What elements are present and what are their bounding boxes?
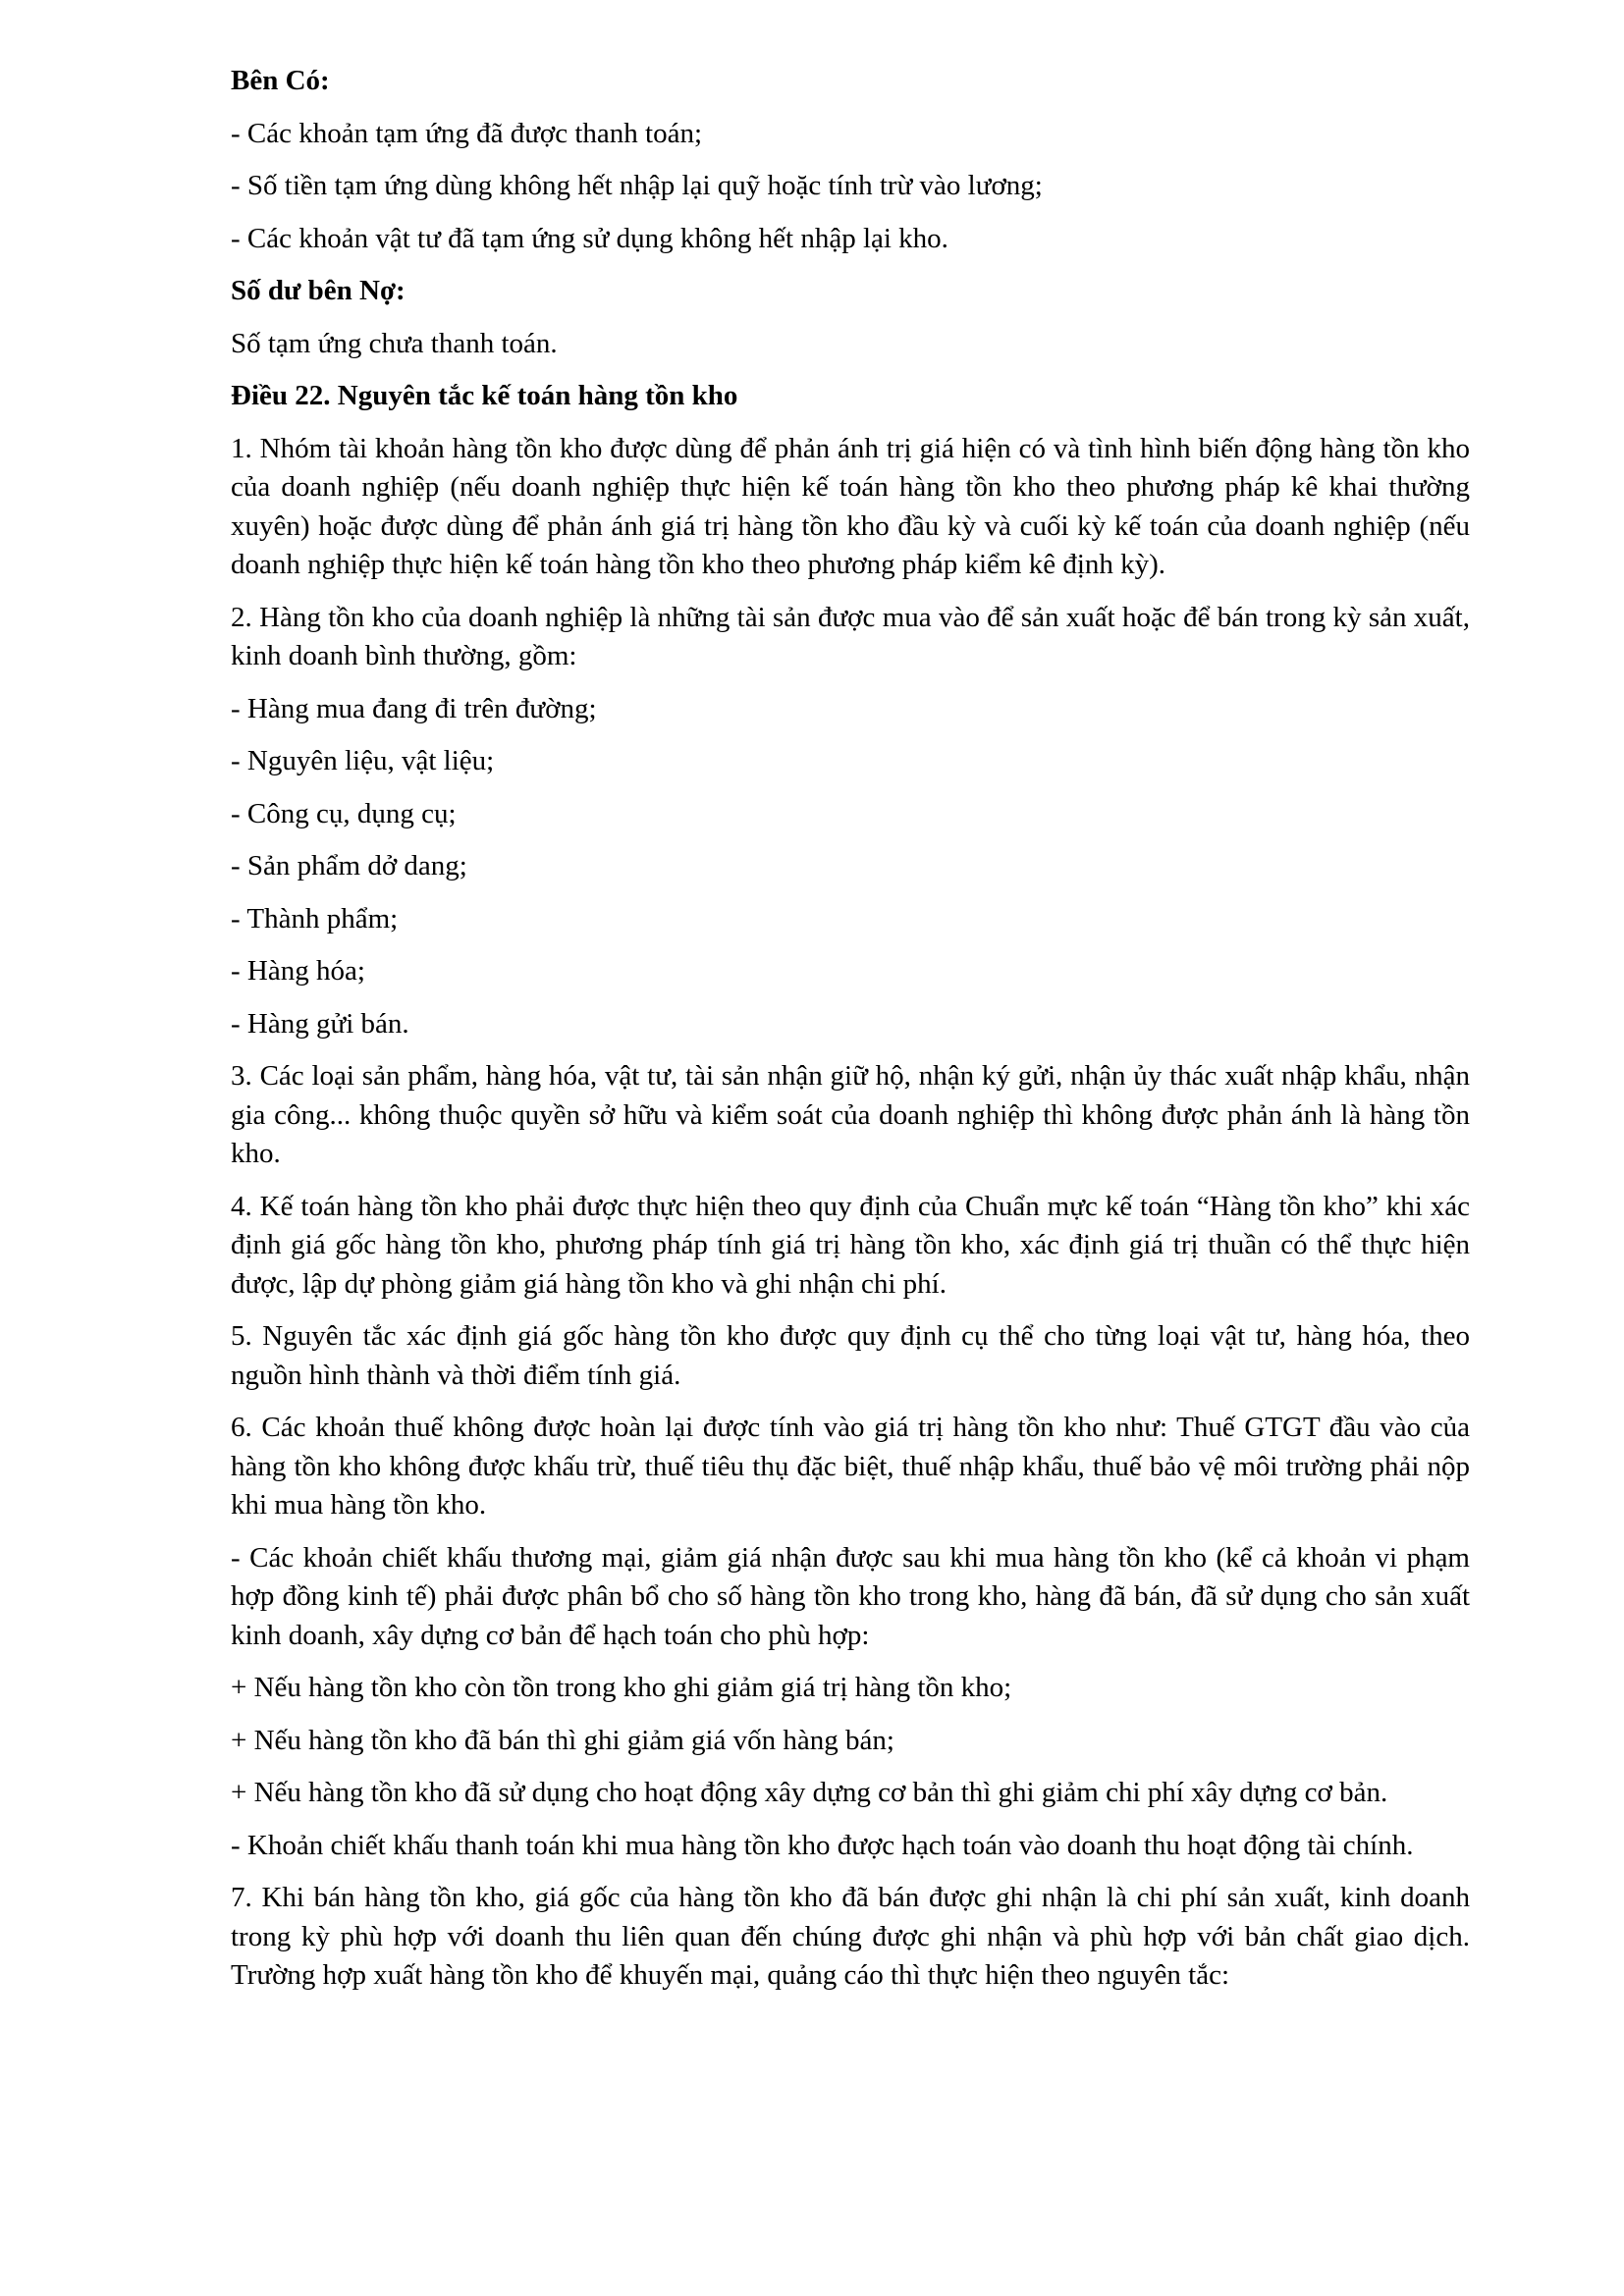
list-item-materials-returned: - Các khoản vật tư đã tạm ứng sử dụng không hết nhập lại kho. [231, 222, 948, 254]
list-item-finished-goods: - Thành phẩm; [231, 902, 399, 934]
paragraph-4: 4. Kế toán hàng tồn kho phải được thực hiện theo quy định của Chuẩn mực kế toán “Hàng tồn kho” khi xác định giá gốc hàng tồn kho, phương pháp tính giá trị hàng tồn kho, xác định giá trị thuần có thể thực hiện được, lập dự phòng giảm giá hàng tồn kho và ghi nhận chi phí. [231, 1190, 1470, 1300]
list-item-tools: - Công cụ, dụng cụ; [231, 797, 457, 829]
list-item-payment-discount: - Khoản chiết khấu thanh toán khi mua hàng tồn kho được hạch toán vào doanh thu hoạt động tài chính. [231, 1829, 1414, 1861]
list-item-goods-on-consignment: - Hàng gửi bán. [231, 1007, 409, 1040]
list-item-merchandise: - Hàng hóa; [231, 955, 365, 987]
list-item-trade-discount: - Các khoản chiết khấu thương mại, giảm giá nhận được sau khi mua hàng tồn kho (kể cả khoản vi phạm hợp đồng kinh tế) phải được phân bổ cho số hàng tồn kho trong kho, hàng đã bán, đã sử dụng cho sản xuất kinh doanh, xây dựng cơ bản để hạch toán cho phù hợp: [231, 1541, 1470, 1651]
paragraph-2: 2. Hàng tồn kho của doanh nghiệp là những tài sản được mua vào để sản xuất hoặc để bán trong kỳ sản xuất, kinh doanh bình thường, gồm: [231, 601, 1470, 671]
paragraph-7: 7. Khi bán hàng tồn kho, giá gốc của hàng tồn kho đã bán được ghi nhận là chi phí sản xuất, kinh doanh trong kỳ phù hợp với doanh thu liên quan đến chúng được ghi nhận và phù hợp với bản chất giao dịch. Trường hợp xuất hàng tồn kho để khuyến mại, quảng cáo thì thực hiện theo nguyên tắc: [231, 1882, 1470, 1991]
sub-list-item-still-in-stock: + Nếu hàng tồn kho còn tồn trong kho ghi giảm giá trị hàng tồn kho; [231, 1672, 1012, 1703]
sub-list-item-sold: + Nếu hàng tồn kho đã bán thì ghi giảm giá vốn hàng bán; [231, 1724, 894, 1756]
list-item-advance-unused: - Số tiền tạm ứng dùng không hết nhập lại quỹ hoặc tính trừ vào lương; [231, 170, 1043, 201]
sub-list-item-construction: + Nếu hàng tồn kho đã sử dụng cho hoạt động xây dựng cơ bản thì ghi giảm chi phí xây dựng cơ bản. [231, 1777, 1388, 1808]
paragraph-5: 5. Nguyên tắc xác định giá gốc hàng tồn kho được quy định cụ thể cho từng loại vật tư, hàng hóa, theo nguồn hình thành và thời điểm tính giá. [231, 1320, 1470, 1391]
heading-ben-co: Bên Có: [231, 65, 330, 96]
list-item-work-in-progress: - Sản phẩm dở dang; [231, 850, 467, 881]
list-item-raw-materials: - Nguyên liệu, vật liệu; [231, 745, 495, 776]
paragraph-6: 6. Các khoản thuế không được hoàn lại được tính vào giá trị hàng tồn kho như: Thuế GTGT đầu vào của hàng tồn kho không được khấu trừ, thuế tiêu thụ đặc biệt, thuế nhập khẩu, thuế bảo vệ môi trường phải nộp khi mua hàng tồn kho. [231, 1412, 1470, 1521]
paragraph-1: 1. Nhóm tài khoản hàng tồn kho được dùng để phản ánh trị giá hiện có và tình hình biến động hàng tồn kho của doanh nghiệp (nếu doanh nghiệp thực hiện kế toán hàng tồn kho theo phương pháp kê khai thường xuyên) hoặc được dùng để phản ánh giá trị hàng tồn kho đầu kỳ và cuối kỳ kế toán của doanh nghiệp (nếu doanh nghiệp thực hiện kế toán hàng tồn kho theo phương pháp kiểm kê định kỳ). [231, 432, 1470, 580]
heading-dieu-22: Điều 22. Nguyên tắc kế toán hàng tồn kho [231, 380, 738, 411]
paragraph-debit-balance: Số tạm ứng chưa thanh toán. [231, 327, 558, 359]
list-item-goods-in-transit: - Hàng mua đang đi trên đường; [231, 692, 597, 724]
heading-so-du-ben-no: Số dư bên Nợ: [231, 275, 406, 306]
list-item-advance-paid: - Các khoản tạm ứng đã được thanh toán; [231, 117, 703, 149]
paragraph-3: 3. Các loại sản phẩm, hàng hóa, vật tư, tài sản nhận giữ hộ, nhận ký gửi, nhận ủy thác xuất nhập khẩu, nhận gia công... không thuộc quyền sở hữu và kiểm soát của doanh nghiệp thì không được phản ánh là hàng tồn kho. [231, 1060, 1470, 1169]
